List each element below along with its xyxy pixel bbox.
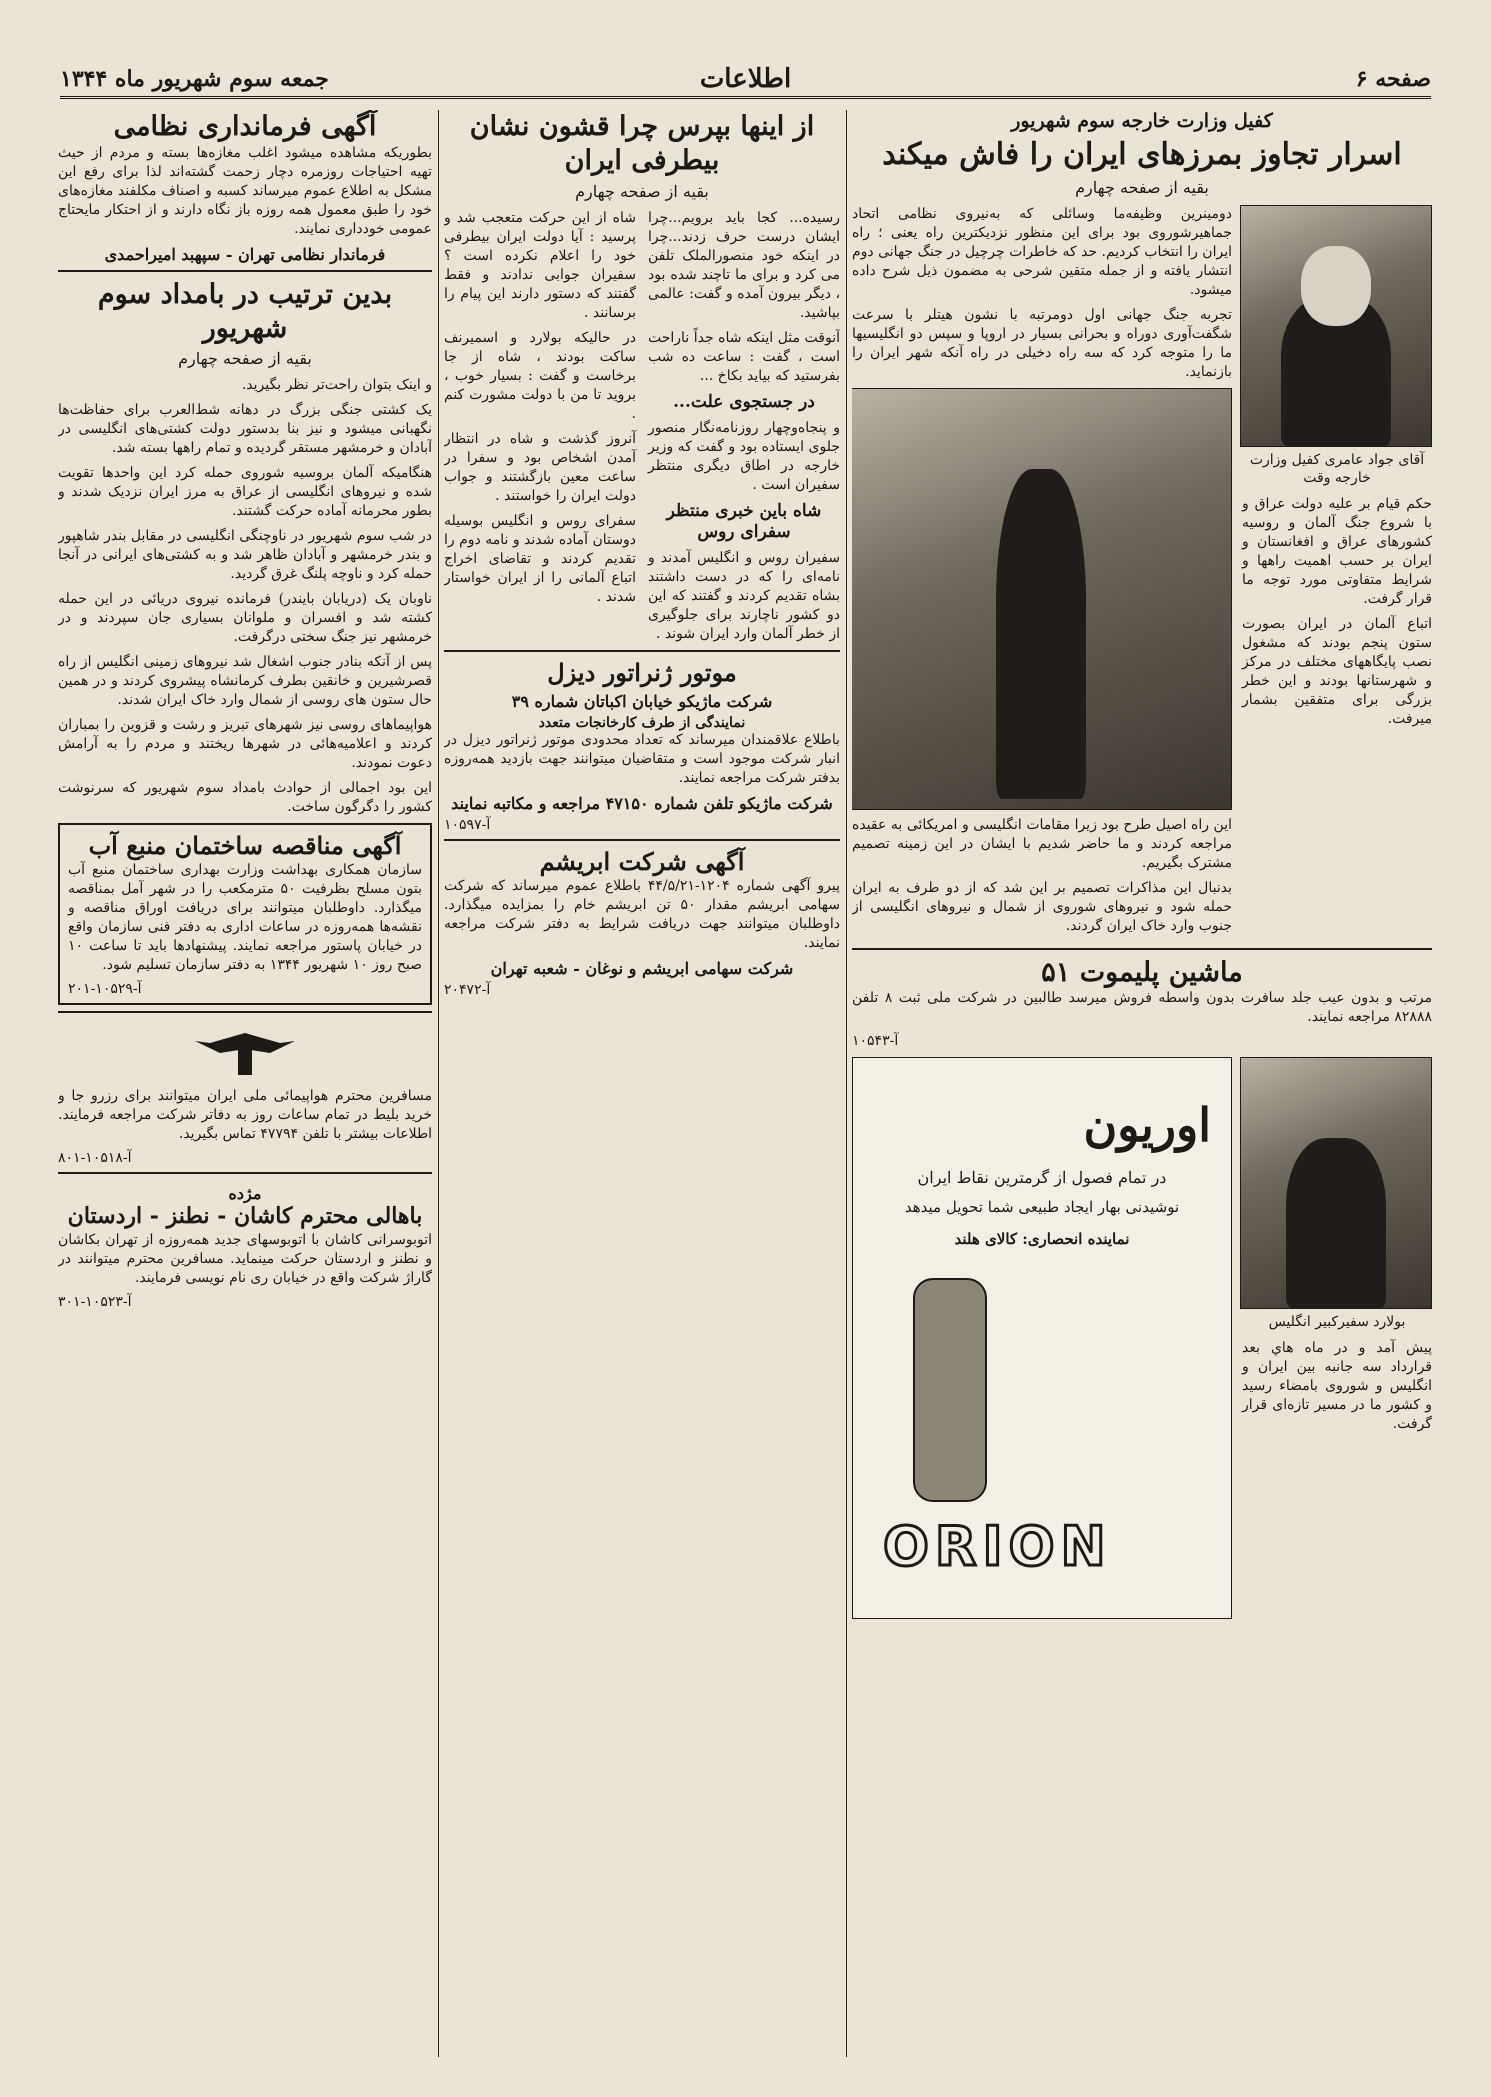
ad-contact: شرکت ماژیکو تلفن شماره ۴۷۱۵۰ مراجعه و مکاتبه نمایند (451, 794, 833, 814)
officer-figure (996, 469, 1086, 799)
paragraph: این بود اجمالی از حوادث بامداد سوم شهریور که سرنوشت کشور را دگرگون ساخت. (58, 780, 432, 816)
paragraph: و اینک بتوان راحت‌تر نظر بگیرید. (241, 377, 432, 394)
notice-body: سازمان همکاری بهداشت وزارت بهداری ساختمان منبع آب بتون مسلح بظرفیت ۵۰ مترمکعب را در شهر آمل بمناقصه میگذارد. داوطلبان میتوانند برای دریافت اوراق مناقصه و نقشه‌ها همه‌روزه در ساعات اداری به دفتر فنی سازمان واقع در خیابان پاستور مراجعه نمایند. پیشنهادها باید تا ساعت ۱۰ صبح روز ۱۰ شهریور ۱۳۴۴ به دفتر سازمان تسلیم شود. (68, 862, 422, 974)
notice-body: بطوریکه مشاهده میشود اغلب مغازه‌ها بسته و مردم از حیث تهیه احتیاجات روزمره دچار زحمت گشته‌اند لذا برای رفع این مشکل به اطلاع عموم میرساند کسبه و اصناف مکلفند مغازه‌های خود را طبق معمول همه روزه باز نگاه دارند و از احتکار مایحتاج عمومی خودداری نمایند. (58, 144, 432, 237)
continued-note: بقیه از صفحه چهارم (1075, 177, 1209, 197)
notice-body: اتوبوسرانی کاشان با اتوبوسهای جدید همه‌روزه از تهران بکاشان و نطنز و اردستان حرکت مینماید. مسافرین محترم میتوانند در گاراژ شرکت واقع در خیابان ری نام نویسی فرمایند. (58, 1231, 432, 1286)
lower-region (852, 1057, 1432, 1619)
article-shahrivar (58, 270, 432, 818)
paragraph: دومینرین وظیفه‌ما وسائلی که به‌نیروی نظامی اتحاد جماهیرشوروی بود برای این منظور نزدیکترین راه یعنی ؛ راه ایران را انتخاب کردیم. حد که خاطرات چرچیل‌ در جنگ جهانی دوم انتشار یافته و از جمله متقین شرحی به مضمون ذیل شرح داده میشود. (852, 205, 1232, 298)
paragraph: آنوقت مثل اینکه شاه جداً ناراحت است ، گفت : ساعت ده شب بفرستید که بیاید بکاخ ... (648, 329, 840, 384)
diesel-ad (444, 650, 840, 833)
orion-brand: ORION (883, 1515, 1112, 1579)
continued-note: بقیه از صفحه چهارم (178, 349, 312, 369)
orion-agent: نماینده انحصاری: کالای هلند (954, 1230, 1130, 1249)
paragraph: یک کشتی جنگی بزرگ در دهانه شط‌العرب برای حفاظت‌ها نگهبانی میشود و نیز بنا بدستور دولت کشتی‌های انگلیسی در آبادان و خرمشهر مستقر گردیده و تمام راهها بسته شد. (58, 402, 432, 457)
notice-body: مسافرین محترم هواپیمائی ملی ایران میتوانند برای رزرو جا و خرید بلیط در تمام ساعات روز به دفاتر شرکت مراجعه فرمایند. اطلاعات بیشتر با تلفن ۴۷۷۹۴ تماس بگیرید. (58, 1088, 432, 1143)
portrait-face (1301, 246, 1371, 326)
ad-body: باطلاع علاقمندان میرساند که تعداد محدودی موتور ژنراتور دیزل در انبار شرکت موجود است و متقاضیان میتوانند جهت بازدید همه‌روزه بدفتر شرکت مراجعه نمایند. (444, 732, 840, 787)
orion-headline: اوریون (1083, 1098, 1211, 1153)
officer-photo (852, 388, 1232, 810)
article-neutrality (444, 110, 840, 2057)
photo-block (1242, 205, 1432, 735)
article-body-top (852, 205, 1432, 942)
ad-body: پیرو آگهی شماره ۱۲۰۴-۴۴/۵/۲۱ باطلاع عموم میرساند که شرکت سهامی ابریشم مقدار ۵۰ تن ابریشم خام را بمزایده میگذارد. داوطلبان میتوانند جهت دریافت شرایط به دفتر شرکت مراجعه نمایند. (444, 878, 840, 952)
paragraph: سفرای روس و انگلیس بوسیله دوستان آماده شدند و نامه دوم را تقدیم کردند و تقاضای اخراج اتباع آلمانی را از ایران خواستار شدند . (444, 512, 636, 605)
paragraph: هنگامیکه آلمان بروسیه شوروی حمله کرد این واحدها تقویت شده و نیروهای انگلیسی از عراق به مرز ایران نزدیک شدند و بطور محرمانه آماده حرکت گشتند. (58, 465, 432, 520)
subhead: در جستجوی علت... (673, 391, 815, 412)
ambassador-figure (1286, 1138, 1386, 1308)
paragraph: و پنجاه‌وچهار روزنامه‌نگار منصور جلوی ایستاده بود و گفت که وزیر خارجه در اطاق دیگری منتظر سفیران است . (648, 419, 840, 493)
issue-date: جمعه سوم شهریور ماه ۱۳۴۴ (60, 66, 329, 92)
plymouth-ad (852, 948, 1432, 1050)
paragraph: پیش آمد و در ماه هاي بعد قرارداد سه جانبه بین ایران و انگلیس و شوروی بامضاء رسید و کشور ما در مسیر تازه‌ای قرار گرفت. (1242, 1340, 1432, 1433)
paper-name: اطلاعات (699, 64, 792, 94)
left-column (58, 110, 432, 2057)
paragraph: ناوبان یک (دریابان بایندر) فرمانده نیروی دریائی در این حمله کشته شد و افسران و ملوانان بسیاری جان سپردند و در خرمشهر نیز جنگ سختی درگرفت. (58, 591, 432, 646)
ambassador-block (1242, 1057, 1432, 1619)
notice-title: باهالی محترم کاشان - نطنز - اردستان (67, 1203, 423, 1230)
paragraph: اتباع آلمان در ایران بصورت ستون پنجم بودند که مشغول نصب پایگاههای مختلف در مرکز و شهرستانها بودند و این خطر بزرگی برای متفقین بشمار میرفت. (1242, 615, 1432, 727)
ad-title: آگهی شرکت ابریشم (539, 847, 745, 877)
ad-signature: شرکت سهامی ابریشم و نوغان - شعبه تهران (490, 959, 794, 979)
column-rule (846, 110, 847, 2057)
airline-notice (58, 1011, 432, 1166)
ambassador-photo (1240, 1057, 1432, 1309)
martial-law-notice (58, 110, 432, 264)
masthead (60, 62, 1431, 99)
orion-tagline: در تمام فصول از گرمترین نقاط ایران (917, 1168, 1167, 1188)
kashan-notice (58, 1172, 432, 1310)
paragraph: پس از آنکه بنادر جنوب اشغال شد نیروهای زمینی انگلیس از راه قصرشیرین و خانقین بطرف کرمانشاه پیشروی کردند و در همین حال ستون های روسی از شمال وارد خاک ایران شدند. (58, 654, 432, 709)
continued-note: بقیه از صفحه چهارم (575, 181, 709, 201)
page-number: صفحه ۶ (1355, 66, 1431, 92)
paragraph: حکم قیام بر علیه دولت عراق و با شروع جنگ آلمان و روسیه کشورهای عراق و افغانستان و ایران بر حسب اهمیت راهها و شرایط متفاوتی مورد توجه ما قرار گرفت. (1242, 495, 1432, 607)
notice-ref: آ-۱۰۵۲۳-۳۰۱ (58, 1293, 132, 1310)
airline-logo (58, 1023, 432, 1083)
article-foreign-minister (852, 110, 1432, 2057)
paragraph: سفیران روس و انگلیس آمدند و نامه‌ای را که در دست داشتند بشاه تقدیم کردند و گفتند که این دو کشور ناچارند برای جلوگیری از خطر آلمان وارد ایران شوند . (648, 550, 840, 643)
ad-body: مرتب و بدون عیب جلد سافرت بدون واسطه فروش میرسد طالبین در شرکت ملی ثبت ۸ تلفن ۸۲۸۸۸ مراجعه نمایند. (852, 990, 1432, 1026)
notice-ref: آ-۱۰۵۱۸-۸۰۱ (58, 1150, 132, 1167)
notice-title: آگهی مناقصه ساختمان منبع آب (88, 831, 402, 861)
notice-title: آگهی فرمانداری نظامی (113, 111, 377, 142)
paragraph: آنروز گذشت و شاه در انتظار آمدن اشخاص بود و سفرا در ساعت معین بازگشتند و جواب دولت ایران را خواستند . (444, 430, 636, 504)
paragraph: در شب سوم شهریور در ناوچنگی انگلیسی در مقابل بندر شاهپور و بندر خرمشهر و آبادان ظاهر شد و به کشتی‌های ایرانی در آنجا حمله کرد و ناوچه پلنگ غرق گردید. (58, 528, 432, 583)
ad-title: ماشین پلیموت ۵۱ (1041, 956, 1243, 988)
paragraph: شاه از این حرکت متعجب شد و پرسید : آیا دولت ایران بیطرفی خود را اعلام نکرده است ؟ سفیران جوابی ندادند و فقط گفتند که دستور دارند این پیام را برسانند . (444, 209, 636, 321)
article-title: بدین ترتیب در بامداد سوم شهریور (97, 278, 393, 344)
paragraph: بدنبال این مذاکرات تصمیم بر این شد که از دو طرف به ایران حمله شود و نیروهای شوروی از شمال و نیروهای انگلیسی از جنوب وارد خاک ایران گردند. (852, 879, 1232, 934)
paragraph: تجربه جنگ جهانی اول دومرتبه با نشون هیتلر با سرعت شگفت‌آوری دوراه و بحرانی بسیار در اروپا و سپس دو انگلیسیها ما را متوجه کرد که سه راه دخیلی در راه آنکه شهر ایران را بازنماید. (852, 306, 1232, 380)
article-title: از اینها بپرس چرا قشون نشان بیطرفی ایران (469, 111, 815, 176)
silk-ad (444, 839, 840, 998)
photo-caption: آقای جواد عامری کفیل وزارت خارجه وقت (1249, 451, 1425, 486)
notice-pretitle: مژده (228, 1184, 262, 1204)
notice-signature: فرماندار نظامی تهران - سپهبد امیراحمدی (104, 244, 386, 264)
ad-ref: آ-۱۰۵۴۳ (852, 1033, 899, 1050)
column-rule (438, 110, 439, 2057)
photo-caption: بولارد سفیرکبیر انگلیس (1268, 1314, 1406, 1331)
paragraph: این راه اصیل طرح بود زیرا مقامات انگلیسی و امریکائی به عقیده مراجعه کردند و ما حاضر شدیم با ایشان در این زمینه تصمیم مشترک بگیریم. (852, 816, 1232, 871)
ad-tag: نمایندگی از طرف کارخانجات متعدد (538, 715, 746, 732)
winged-logo-icon (190, 1023, 300, 1083)
ad-title: موتور ژنراتور دیزل (547, 658, 737, 688)
orion-ad (852, 1057, 1232, 1619)
ad-subtitle: شرکت ماژیکو خیابان اکباتان شماره ۳۹ (511, 692, 773, 712)
article-pretitle: کفیل وزارت خارجه سوم شهریور (1011, 110, 1273, 132)
portrait-photo (1240, 205, 1432, 447)
ad-ref: آ-۱۰۵۹۷ (444, 817, 491, 834)
bottle-illustration (913, 1278, 987, 1502)
article-body (444, 209, 840, 645)
notice-ref: آ-۱۰۵۲۹-۲۰۱ (68, 981, 142, 998)
paragraph: در حالیکه بولارد و اسمیرنف ساکت بودند ، شاه از جا برخاست و گفت : بسیار خوب ، بروید تا من با دولت مشورت کنم . (444, 329, 636, 422)
orion-sub: نوشیدنی بهار ایجاد طبیعی شما تحویل میدهد (904, 1198, 1180, 1217)
paragraph: هواپیماهای روسی نیز شهرهای تبریز و رشت و قزوین را بمباران کردند و اعلامیه‌هائی در شهرها ریختند و مردم را به آرامش دعوت نمودند. (58, 717, 432, 772)
water-tank-tender (58, 823, 432, 1005)
subhead: شاه باین خبری منتظر سفرای روس (666, 500, 822, 542)
text-columns (852, 205, 1232, 942)
paragraph: رسیده... کجا باید برویم...چرا ایشان درست حرف زدند...چرا در اینکه خود منصورالملک تلفن می کرد و برای ما تاچند شده بود ، دیگر بیرون آمده و گفت: عالمی بپاشید. (648, 209, 840, 321)
article-title: اسرار تجاوز بمرزهای ایران را فاش میکند (882, 137, 1402, 172)
ad-ref: آ-۲۰۴۷۲ (444, 982, 491, 999)
